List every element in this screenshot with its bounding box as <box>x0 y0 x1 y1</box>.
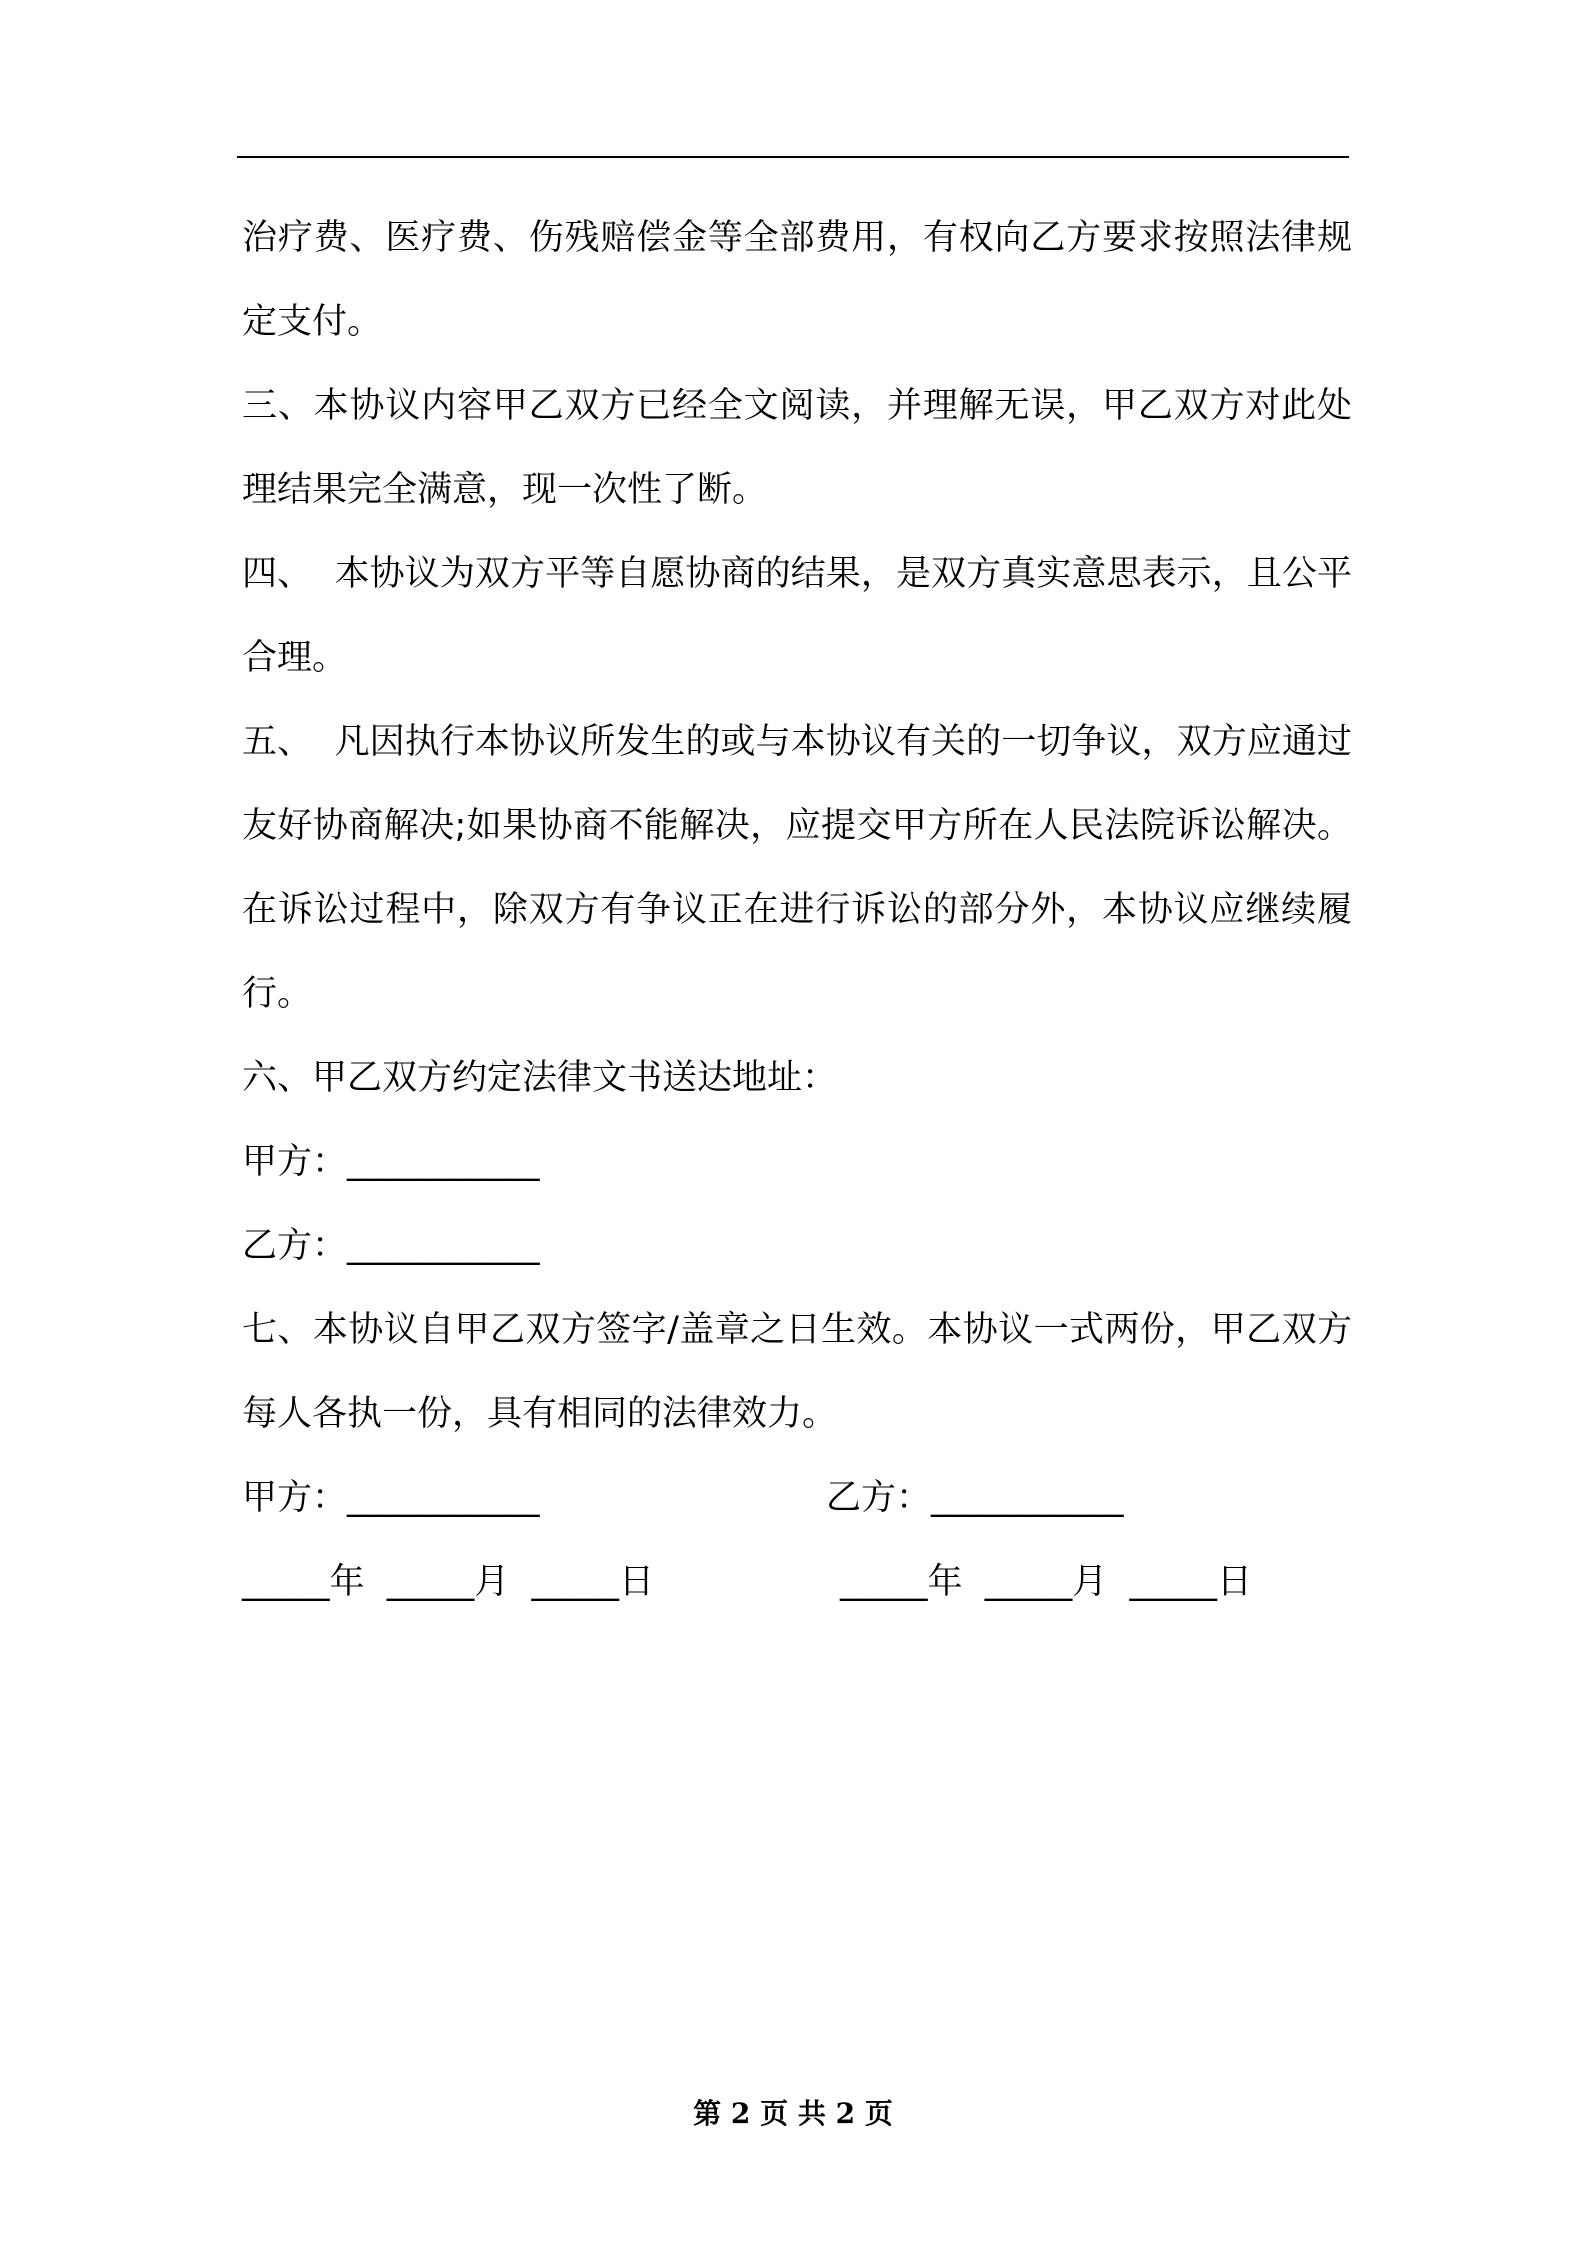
document-body <box>242 196 1352 1624</box>
signature-party-a: 甲方：___________ <box>242 1478 540 1518</box>
header-rule <box>237 156 1349 158</box>
signature-party-b: 乙方：___________ <box>826 1478 1124 1518</box>
date-row <box>242 1540 1352 1624</box>
address-party-b: 乙方：___________ <box>242 1226 540 1266</box>
clause-seven: 七、本协议自甲乙双方签字/盖章之日生效。本协议一式两份，甲乙双方每人各执一份，具有相同的法律效力。 <box>242 1310 1352 1434</box>
address-party-a: 甲方：___________ <box>242 1142 540 1182</box>
signature-row <box>242 1456 1352 1540</box>
date-party-b: _____年 _____月 _____日 <box>840 1562 1253 1602</box>
date-party-a: _____年 _____月 _____日 <box>242 1562 655 1602</box>
clause-four: 四、 本协议为双方平等自愿协商的结果，是双方真实意思表示，且公平合理。 <box>242 554 1352 678</box>
clause-five: 五、 凡因执行本协议所发生的或与本协议有关的一切争议，双方应通过友好协商解决;如果协商不能解决，应提交甲方所在人民法院诉讼解决。在诉讼过程中，除双方有争议正在进行诉讼的部分外，本协议应继续履行。 <box>242 722 1352 1014</box>
page-footer: 第 2 页 共 2 页 <box>693 2097 893 2130</box>
paragraph-payment: 治疗费、医疗费、伤残赔偿金等全部费用，有权向乙方要求按照法律规定支付。 <box>242 218 1352 342</box>
clause-six: 六、甲乙双方约定法律文书送达地址： <box>242 1058 838 1098</box>
clause-three: 三、本协议内容甲乙双方已经全文阅读，并理解无误，甲乙双方对此处理结果完全满意，现一次性了断。 <box>242 386 1352 510</box>
